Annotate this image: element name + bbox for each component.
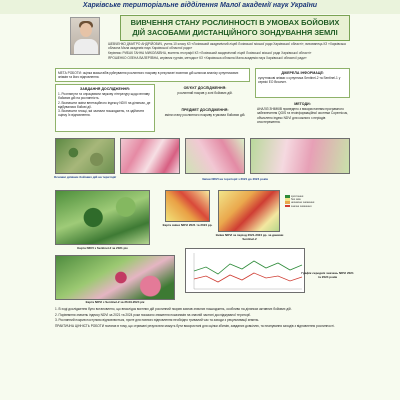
title-line-2: ДІЙ ЗАСОБАМИ ДИСТАНЦІЙНОГО ЗОНДУВАННЯ ЗЕМЛІ <box>132 28 338 37</box>
figure-ndvi-change-3 <box>250 138 350 174</box>
supervisor-info: Керівник: РИБАК ГАННА МИКОЛАЇВНА, вчитель географії КЗ «Лозівський академічний ліцей Лозівської міської ради Харківської області» <box>108 51 312 56</box>
authors-block <box>108 42 358 61</box>
method-text: АНАЛІЗ ЗНІМКІВ проведено з використанням програмного забезпечення QGIS та геоінформаційної системи Copernicus, обчислено індекс NDVI для кожного з періодів спостереження. <box>257 107 348 124</box>
photo-face <box>80 23 92 37</box>
conclusions <box>55 307 350 329</box>
legend-item-2: без змін <box>285 198 345 201</box>
tasks-heading: ЗАВДАННЯ ДОСЛІДЖЕННЯ: <box>80 87 130 91</box>
object-heading: ОБ'ЄКТ ДОСЛІДЖЕННЯ: <box>183 86 227 90</box>
task-2: 2. Визначити зміни вегетаційного індексу NDVI на ділянках, де відбувалися бойові дії. <box>58 100 151 109</box>
author-info: ШЕВЧЕНКО ДМИТРО АНДРІЙОВИЧ, учень 10 класу КЗ «Лозівський академічний ліцей Лозівської міської ради Харківської області», вихованець КЗ «Харківська обласна Мала академія наук Харківської обласної ради» <box>108 42 346 51</box>
consultant-info: ЯРОШЕНКО ОЛЕНА ВАЛЕРІЇВНА, керівник гуртків, методист КЗ «Харківська обласна Мала академія наук Харківської обласної ради» <box>108 56 307 61</box>
practical-value: ПРАКТИЧНА ЦІННІСТЬ РОБОТИ полягає в тому, що отримані результати можуть бути використані для оцінки збитків, завданих довкіллю, та планування заходів з відновлення рослинності. <box>55 323 335 328</box>
figure-4-caption: Карта зміни NDVI 2021 та 2024 рр. <box>162 223 213 227</box>
object-box <box>160 84 250 104</box>
photo-shirt <box>74 39 98 55</box>
figure-ndvi-change-2 <box>185 138 245 174</box>
figure-ndvi-chart <box>185 248 305 293</box>
figure-ndvi-2024 <box>55 255 175 300</box>
figure-3-caption: Карта NDVI з Sentinel-2 за 2021 рік <box>77 246 128 250</box>
sources-text: супутникові знімки з супутника Sentinel-2 та Sentinel-1 у сервісі EO Browser. <box>258 76 341 85</box>
tasks-box <box>55 84 155 132</box>
legend-item-1: зростання <box>285 195 345 198</box>
sources-heading: ДЖЕРЕЛА ІНФОРМАЦІЇ: <box>281 71 324 75</box>
figure-ndvi-change-1 <box>120 138 180 174</box>
subject-heading: ПРЕДМЕТ ДОСЛІДЖЕННЯ: <box>181 108 229 112</box>
subject-text: зміни стану рослинного покриву в умовах бойових дій. <box>164 113 246 118</box>
conclusion-3: 3. Рослинний покрив поступово відновлюється, проте для повного відновлення необхідно тривалий час та заходи з рекультивації земель. <box>55 318 260 323</box>
method-box <box>255 100 350 140</box>
organization-title: Харківське територіальне відділення Малої академії наук України <box>82 2 318 9</box>
figure-ndvi-change-map <box>218 190 280 232</box>
conclusion-1: 1. В ході дослідження було встановлено, що внаслідок воєнних дій рослинний покрив зазнав значних пошкоджень, особливо на ділянках активних бойових дій. <box>55 307 292 311</box>
subject-box <box>160 106 250 130</box>
legend <box>285 195 345 208</box>
conclusion-2: 2. Порівняння значень індексу NDVI за 2021 та 2024 роки показало зниження показників на значній частині досліджуваної території. <box>55 312 251 317</box>
method-heading: МЕТОДИ: <box>294 102 311 106</box>
figure-5-caption: Зміни NDVI за період 2021-2024 рр. за даними Sentinel-2 <box>215 233 284 241</box>
sources-box <box>255 68 350 98</box>
figure-7-caption: Графік середніх значень NDVI 2021 та 2024 років <box>301 271 354 279</box>
legend-item-3: незначне зниження <box>285 201 345 204</box>
task-3: 3. Визначити площі, які зазнали пошкоджень, та здійснити оцінку їх відновлення. <box>58 109 145 118</box>
poster-title <box>120 15 350 41</box>
figure-ndvi-change-2021-2024 <box>165 190 210 222</box>
goal-text: МЕТА РОБОТИ: оцінка масштабів руйнування рослинного покриву в результаті воєнних дій шляхом аналізу супутникових знімків та його відновлення. <box>58 71 239 80</box>
goal-box <box>55 68 250 82</box>
figure-1-caption: Основні ділянки бойових дій на території <box>53 175 117 179</box>
figure-ndvi-2021 <box>55 190 150 245</box>
figure-6-caption: Карта NDVI з Sentinel-2 за 26.09.2024 рік <box>85 300 145 304</box>
figure-2-caption: Зміни NDVI на території з 2021 до 2024 років <box>202 177 268 181</box>
title-line-1: ВИВЧЕННЯ СТАНУ РОСЛИННОСТІ В УМОВАХ БОЙОВИХ <box>130 18 340 27</box>
object-text: рослинний покрив у зоні бойових дій. <box>177 91 233 96</box>
chart-svg <box>186 249 305 293</box>
legend-item-4: значне зниження <box>285 205 345 208</box>
task-1: 1. Розглянути та опрацювати наукову літературу щодо впливу бойових дій на рослинність. <box>58 92 150 101</box>
author-photo <box>70 17 100 55</box>
figure-satellite-map <box>55 138 115 174</box>
